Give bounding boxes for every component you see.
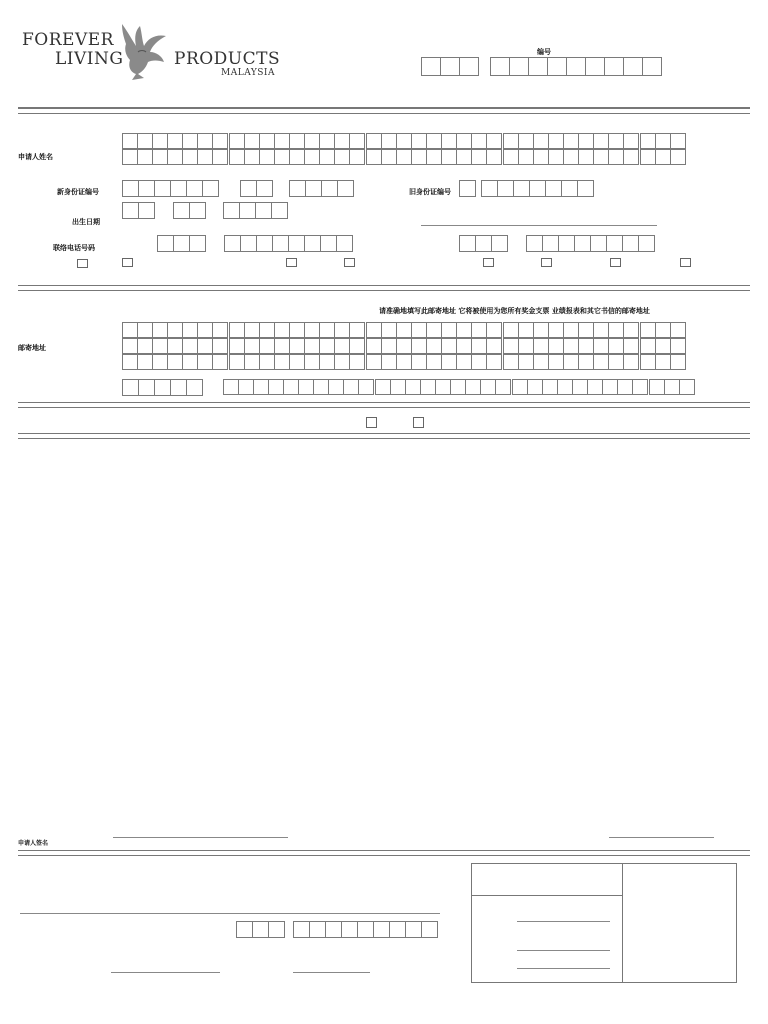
char-box[interactable] xyxy=(608,322,624,338)
eagle-icon xyxy=(118,22,172,82)
char-box[interactable] xyxy=(274,338,290,354)
char-box[interactable] xyxy=(649,379,665,395)
char-box[interactable] xyxy=(122,322,138,338)
char-box[interactable] xyxy=(623,149,639,165)
char-box[interactable] xyxy=(122,133,138,149)
address-city-field[interactable] xyxy=(223,379,694,395)
char-box[interactable] xyxy=(486,149,502,165)
char-box[interactable] xyxy=(471,322,487,338)
char-box[interactable] xyxy=(334,133,350,149)
logo-word-malaysia: MALAYSIA xyxy=(221,68,275,78)
char-box[interactable] xyxy=(411,133,427,149)
char-box[interactable] xyxy=(289,133,305,149)
char-box[interactable] xyxy=(563,149,579,165)
char-box[interactable] xyxy=(304,133,320,149)
checkbox-option-7[interactable] xyxy=(610,258,621,267)
char-box[interactable] xyxy=(456,338,472,354)
char-box[interactable] xyxy=(456,149,472,165)
char-box[interactable] xyxy=(396,133,412,149)
char-box[interactable] xyxy=(679,379,695,395)
char-box[interactable] xyxy=(122,149,138,165)
char-box[interactable] xyxy=(167,322,183,338)
char-box[interactable] xyxy=(349,354,365,370)
char-box[interactable] xyxy=(426,338,442,354)
char-box[interactable] xyxy=(396,149,412,165)
old-ic-label: 旧身份证编号 xyxy=(409,188,451,196)
char-box[interactable] xyxy=(411,322,427,338)
char-box[interactable] xyxy=(343,379,359,395)
phone-field-2-area[interactable] xyxy=(459,235,507,252)
char-box[interactable] xyxy=(334,354,350,370)
logo-word-living: LIVING xyxy=(55,49,124,69)
char-box[interactable] xyxy=(617,379,633,395)
checkbox-option-6[interactable] xyxy=(541,258,552,267)
char-box[interactable] xyxy=(349,149,365,165)
char-box[interactable] xyxy=(435,379,451,395)
char-box[interactable] xyxy=(426,322,442,338)
char-box[interactable] xyxy=(655,133,671,149)
char-box[interactable] xyxy=(593,149,609,165)
char-box[interactable] xyxy=(229,149,245,165)
char-box[interactable] xyxy=(593,354,609,370)
char-box[interactable] xyxy=(229,338,245,354)
char-box[interactable] xyxy=(167,133,183,149)
dob-day-field[interactable] xyxy=(122,202,154,219)
char-box[interactable] xyxy=(244,133,260,149)
char-box[interactable] xyxy=(548,338,564,354)
char-box[interactable] xyxy=(578,338,594,354)
char-box[interactable] xyxy=(137,354,153,370)
char-box[interactable] xyxy=(313,379,329,395)
char-box[interactable] xyxy=(298,379,314,395)
char-box[interactable] xyxy=(518,149,534,165)
char-box[interactable] xyxy=(563,354,579,370)
char-box[interactable] xyxy=(259,354,275,370)
char-box[interactable] xyxy=(197,354,213,370)
char-box[interactable] xyxy=(319,354,335,370)
char-box[interactable] xyxy=(197,338,213,354)
char-box[interactable] xyxy=(503,354,519,370)
char-box[interactable] xyxy=(212,322,228,338)
char-box[interactable] xyxy=(167,149,183,165)
char-box[interactable] xyxy=(167,338,183,354)
char-box[interactable] xyxy=(212,149,228,165)
char-box[interactable] xyxy=(137,133,153,149)
char-box[interactable] xyxy=(167,354,183,370)
char-box[interactable] xyxy=(664,379,680,395)
char-box[interactable] xyxy=(548,133,564,149)
address-note: 请准确地填写此邮寄地址 它将被使用为您所有奖金支票 业绩报表和其它书信的邮寄地址 xyxy=(379,307,650,315)
char-box[interactable] xyxy=(471,354,487,370)
char-box[interactable] xyxy=(655,149,671,165)
char-box[interactable] xyxy=(366,133,382,149)
char-box[interactable] xyxy=(670,133,686,149)
char-box[interactable] xyxy=(655,354,671,370)
char-box[interactable] xyxy=(441,149,457,165)
char-box[interactable] xyxy=(518,354,534,370)
address-row-1[interactable] xyxy=(122,322,685,338)
char-box[interactable] xyxy=(304,322,320,338)
char-box[interactable] xyxy=(533,338,549,354)
char-box[interactable] xyxy=(244,149,260,165)
char-box[interactable] xyxy=(593,338,609,354)
char-box[interactable] xyxy=(381,322,397,338)
char-box[interactable] xyxy=(465,379,481,395)
char-box[interactable] xyxy=(548,149,564,165)
char-box[interactable] xyxy=(212,354,228,370)
checkbox-option-1[interactable] xyxy=(77,259,88,268)
char-box[interactable] xyxy=(229,354,245,370)
char-box[interactable] xyxy=(640,133,656,149)
char-box[interactable] xyxy=(623,322,639,338)
applicant-name-label: 申请人姓名 xyxy=(18,153,53,161)
char-box[interactable] xyxy=(259,149,275,165)
char-box[interactable] xyxy=(244,354,260,370)
char-box[interactable] xyxy=(328,379,344,395)
new-ic-label: 新身份证编号 xyxy=(57,188,99,196)
char-box[interactable] xyxy=(238,379,254,395)
char-box[interactable] xyxy=(396,338,412,354)
phone-field-2-number[interactable] xyxy=(526,235,654,252)
char-box[interactable] xyxy=(441,322,457,338)
char-box[interactable] xyxy=(390,379,406,395)
char-box[interactable] xyxy=(349,133,365,149)
char-box[interactable] xyxy=(670,322,686,338)
char-box[interactable] xyxy=(182,149,198,165)
char-box[interactable] xyxy=(670,354,686,370)
char-box[interactable] xyxy=(375,379,391,395)
blank-line[interactable] xyxy=(421,225,657,226)
number-label: 编号 xyxy=(537,48,551,56)
dob-label: 出生日期 xyxy=(72,218,100,226)
section-divider xyxy=(18,285,750,291)
char-box[interactable] xyxy=(223,379,239,395)
office-use-divider-vertical xyxy=(622,863,623,983)
char-box[interactable] xyxy=(259,133,275,149)
char-box[interactable] xyxy=(548,354,564,370)
char-box[interactable] xyxy=(152,354,168,370)
char-box[interactable] xyxy=(640,322,656,338)
address-label: 邮寄地址 xyxy=(18,344,46,352)
char-box[interactable] xyxy=(608,354,624,370)
checkbox-option-3[interactable] xyxy=(286,258,297,267)
char-box[interactable] xyxy=(655,338,671,354)
char-box[interactable] xyxy=(640,149,656,165)
section-divider xyxy=(18,402,750,408)
char-box[interactable] xyxy=(244,338,260,354)
number-field-b[interactable] xyxy=(490,57,661,76)
char-box[interactable] xyxy=(548,322,564,338)
char-box[interactable] xyxy=(471,133,487,149)
dob-year-field[interactable] xyxy=(223,202,287,219)
char-box[interactable] xyxy=(319,133,335,149)
office-use-line-3[interactable] xyxy=(517,968,610,969)
char-box[interactable] xyxy=(640,354,656,370)
char-box[interactable] xyxy=(283,379,299,395)
char-box[interactable] xyxy=(420,379,436,395)
char-box[interactable] xyxy=(640,338,656,354)
office-use-line-1[interactable] xyxy=(517,921,610,922)
char-box[interactable] xyxy=(411,149,427,165)
char-box[interactable] xyxy=(533,149,549,165)
char-box[interactable] xyxy=(512,379,528,395)
char-box[interactable] xyxy=(358,379,374,395)
char-box[interactable] xyxy=(274,133,290,149)
char-box[interactable] xyxy=(152,133,168,149)
char-box[interactable] xyxy=(578,149,594,165)
char-box[interactable] xyxy=(137,322,153,338)
signature-label: 申请人签名 xyxy=(18,840,49,847)
char-box[interactable] xyxy=(655,322,671,338)
char-box[interactable] xyxy=(578,354,594,370)
section-divider xyxy=(18,850,750,856)
char-box[interactable] xyxy=(503,322,519,338)
char-box[interactable] xyxy=(319,149,335,165)
char-box[interactable] xyxy=(268,379,284,395)
char-box[interactable] xyxy=(334,322,350,338)
char-box[interactable] xyxy=(197,133,213,149)
char-box[interactable] xyxy=(608,338,624,354)
char-box[interactable] xyxy=(441,354,457,370)
char-box[interactable] xyxy=(518,322,534,338)
address-row-2[interactable] xyxy=(122,338,685,354)
char-box[interactable] xyxy=(503,149,519,165)
char-box[interactable] xyxy=(471,338,487,354)
char-box[interactable] xyxy=(593,322,609,338)
char-box[interactable] xyxy=(289,322,305,338)
char-box[interactable] xyxy=(456,354,472,370)
char-box[interactable] xyxy=(572,379,588,395)
char-box[interactable] xyxy=(486,354,502,370)
char-box[interactable] xyxy=(563,322,579,338)
char-box[interactable] xyxy=(426,149,442,165)
sponsor-line[interactable] xyxy=(20,913,440,914)
char-box[interactable] xyxy=(381,149,397,165)
char-box[interactable] xyxy=(304,149,320,165)
char-box[interactable] xyxy=(396,322,412,338)
char-box[interactable] xyxy=(563,133,579,149)
office-use-line-2[interactable] xyxy=(517,950,610,951)
char-box[interactable] xyxy=(533,354,549,370)
char-box[interactable] xyxy=(518,133,534,149)
dob-month-field[interactable] xyxy=(173,202,205,219)
char-box[interactable] xyxy=(426,354,442,370)
char-box[interactable] xyxy=(381,338,397,354)
char-box[interactable] xyxy=(456,322,472,338)
char-box[interactable] xyxy=(441,338,457,354)
char-box[interactable] xyxy=(518,338,534,354)
char-box[interactable] xyxy=(259,338,275,354)
new-ic-field-2[interactable] xyxy=(240,180,272,197)
char-box[interactable] xyxy=(349,322,365,338)
char-box[interactable] xyxy=(366,338,382,354)
char-box[interactable] xyxy=(289,149,305,165)
char-box[interactable] xyxy=(212,133,228,149)
char-box[interactable] xyxy=(533,322,549,338)
char-box[interactable] xyxy=(253,379,269,395)
char-box[interactable] xyxy=(608,149,624,165)
char-box[interactable] xyxy=(411,338,427,354)
char-box[interactable] xyxy=(503,133,519,149)
logo-word-products: PRODUCTS xyxy=(174,49,281,69)
char-box[interactable] xyxy=(366,149,382,165)
char-box[interactable] xyxy=(527,379,543,395)
office-use-divider-horizontal xyxy=(471,895,622,896)
char-box[interactable] xyxy=(137,149,153,165)
char-box[interactable] xyxy=(602,379,618,395)
char-box[interactable] xyxy=(396,354,412,370)
char-box[interactable] xyxy=(319,338,335,354)
char-box[interactable] xyxy=(137,338,153,354)
sponsor-date-line[interactable] xyxy=(293,972,370,973)
char-box[interactable] xyxy=(229,133,245,149)
char-box[interactable] xyxy=(450,379,466,395)
char-box[interactable] xyxy=(495,379,511,395)
phone-field-1-number[interactable] xyxy=(224,235,352,252)
char-box[interactable] xyxy=(486,322,502,338)
char-box[interactable] xyxy=(304,354,320,370)
char-box[interactable] xyxy=(182,338,198,354)
char-box[interactable] xyxy=(557,379,573,395)
checkbox-gender-1[interactable] xyxy=(366,417,377,428)
char-box[interactable] xyxy=(456,133,472,149)
new-ic-field-1[interactable] xyxy=(122,180,218,197)
char-box[interactable] xyxy=(587,379,603,395)
char-box[interactable] xyxy=(486,133,502,149)
section-divider xyxy=(18,107,750,114)
char-box[interactable] xyxy=(182,354,198,370)
checkbox-option-5[interactable] xyxy=(483,258,494,267)
char-box[interactable] xyxy=(563,338,579,354)
sponsor-id-field-1[interactable] xyxy=(236,921,284,938)
char-box[interactable] xyxy=(366,354,382,370)
char-box[interactable] xyxy=(411,354,427,370)
old-ic-field-2[interactable] xyxy=(481,180,593,197)
char-box[interactable] xyxy=(304,338,320,354)
char-box[interactable] xyxy=(578,322,594,338)
char-box[interactable] xyxy=(542,379,558,395)
char-box[interactable] xyxy=(197,149,213,165)
char-box[interactable] xyxy=(623,354,639,370)
number-field-a[interactable] xyxy=(421,57,478,76)
phone-label: 联络电话号码 xyxy=(53,244,95,252)
checkbox-option-8[interactable] xyxy=(680,258,691,267)
office-use-box xyxy=(471,863,737,983)
char-box[interactable] xyxy=(480,379,496,395)
char-box[interactable] xyxy=(152,322,168,338)
char-box[interactable] xyxy=(334,149,350,165)
char-box[interactable] xyxy=(670,149,686,165)
applicant-name-row-1[interactable] xyxy=(122,133,685,149)
char-box[interactable] xyxy=(212,338,228,354)
phone-field-1-area[interactable] xyxy=(157,235,205,252)
char-box[interactable] xyxy=(274,149,290,165)
applicant-name-row-2[interactable] xyxy=(122,149,685,165)
char-box[interactable] xyxy=(319,322,335,338)
char-box[interactable] xyxy=(274,322,290,338)
char-box[interactable] xyxy=(182,133,198,149)
char-box[interactable] xyxy=(578,133,594,149)
signature-line[interactable] xyxy=(113,837,288,838)
char-box[interactable] xyxy=(632,379,648,395)
logo-word-forever: FOREVER xyxy=(22,30,114,50)
checkbox-option-2[interactable] xyxy=(122,258,133,267)
char-box[interactable] xyxy=(533,133,549,149)
checkbox-gender-2[interactable] xyxy=(413,417,424,428)
char-box[interactable] xyxy=(197,322,213,338)
char-box[interactable] xyxy=(289,338,305,354)
section-divider xyxy=(18,433,750,439)
char-box[interactable] xyxy=(152,149,168,165)
char-box[interactable] xyxy=(405,379,421,395)
char-box[interactable] xyxy=(381,133,397,149)
char-box[interactable] xyxy=(593,133,609,149)
char-box[interactable] xyxy=(152,338,168,354)
char-box[interactable] xyxy=(426,133,442,149)
char-box[interactable] xyxy=(122,354,138,370)
char-box[interactable] xyxy=(334,338,350,354)
char-box[interactable] xyxy=(623,338,639,354)
char-box[interactable] xyxy=(608,133,624,149)
char-box[interactable] xyxy=(229,322,245,338)
char-box[interactable] xyxy=(122,338,138,354)
char-box[interactable] xyxy=(381,354,397,370)
char-box[interactable] xyxy=(486,338,502,354)
char-box[interactable] xyxy=(503,338,519,354)
char-box[interactable] xyxy=(441,133,457,149)
old-ic-field-1[interactable] xyxy=(459,180,475,197)
char-box[interactable] xyxy=(244,322,260,338)
sponsor-signature-line[interactable] xyxy=(111,972,220,973)
char-box[interactable] xyxy=(623,133,639,149)
char-box[interactable] xyxy=(182,322,198,338)
new-ic-field-3[interactable] xyxy=(289,180,353,197)
char-box[interactable] xyxy=(349,338,365,354)
char-box[interactable] xyxy=(274,354,290,370)
char-box[interactable] xyxy=(471,149,487,165)
checkbox-option-4[interactable] xyxy=(344,258,355,267)
address-postcode-field[interactable] xyxy=(122,379,202,396)
char-box[interactable] xyxy=(366,322,382,338)
char-box[interactable] xyxy=(289,354,305,370)
date-line[interactable] xyxy=(609,837,714,838)
char-box[interactable] xyxy=(259,322,275,338)
sponsor-id-field-2[interactable] xyxy=(293,921,437,938)
char-box[interactable] xyxy=(670,338,686,354)
address-row-3[interactable] xyxy=(122,354,685,370)
